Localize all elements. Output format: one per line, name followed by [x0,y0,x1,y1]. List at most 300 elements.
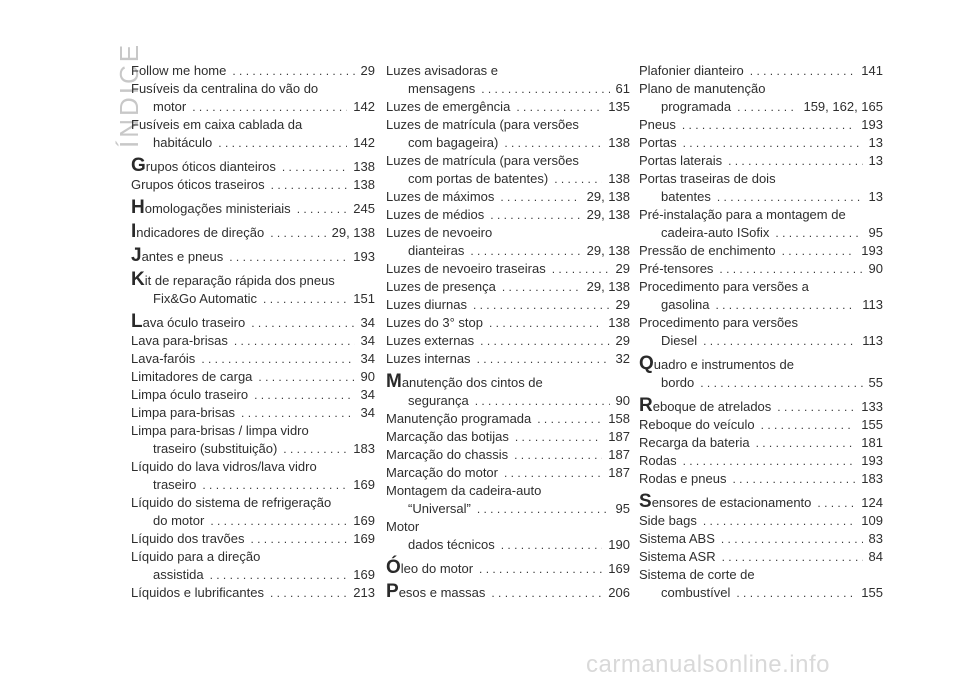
index-entry-text: Pré-instalação para a montagem de [639,207,846,222]
index-entry-line [386,482,630,500]
index-entry-line [639,470,883,488]
index-entry-page: 141 [861,63,883,78]
index-entry-line [639,566,883,584]
index-entry-text: Plafonier dianteiro [639,63,744,78]
index-entry-text: Montagem da cadeira-auto [386,483,542,498]
index-entry-line [639,548,883,566]
index-letter-initial: R [639,395,653,416]
index-entry-text: omologações ministeriais [144,201,291,216]
index-entry [386,332,630,350]
dot-leader [283,440,347,458]
dot-leader [737,98,797,116]
index-entry-line [386,98,630,116]
index-entry-text: Luzes de presença [386,279,496,294]
index-entry [639,492,883,512]
index-entry [639,512,883,530]
dot-leader [263,290,347,308]
dot-leader [282,158,347,176]
index-entry-line [386,500,630,518]
index-entry-line [386,224,630,242]
index-entry-page: 55 [868,375,883,390]
index-entry-page: 155 [861,585,883,600]
index-entry-text: Limpa óculo traseiro [131,387,249,402]
index-entry-text: Follow me home [131,63,227,78]
index-entry-page: 34 [360,315,375,330]
index-entry-line [639,170,883,188]
index-entry-line [386,206,630,224]
dot-leader [750,62,856,80]
index-entry-text: anutenção dos cintos de [401,375,543,390]
index-entry-text: motor [153,99,187,114]
index-entry-text: Marcação do motor [386,465,498,480]
dot-leader [479,560,602,578]
index-entry-line [386,134,630,152]
index-entry-line [639,416,883,434]
index-entry-text: Portas traseiras de dois [639,171,776,186]
index-entry-text: Luzes de matrícula (para versões [386,117,579,132]
index-entry [386,558,630,578]
index-entry-line [386,170,630,188]
index-entry-line [131,530,375,548]
index-entry-page: 34 [360,405,375,420]
index-entry [131,368,375,386]
index-entry-page: 193 [861,453,883,468]
index-entry-text: Luzes internas [386,351,471,366]
index-entry [386,518,630,554]
dot-leader [683,134,863,152]
index-entry-page: 29, 138 [331,225,375,240]
index-entry-page: 183 [353,441,375,456]
index-entry-line [639,512,883,530]
index-entry-text: it de reparação rápida dos pneus [144,273,335,288]
index-entry-text: Fix&Go Automatic [153,291,258,306]
index-letter-initial: G [131,155,146,176]
dot-leader [782,242,856,260]
index-entry-text: traseiro [153,477,197,492]
dot-leader [756,434,856,452]
index-entry-line [131,386,375,404]
index-entry-text: ava óculo traseiro [142,315,246,330]
index-entry-page: 90 [868,261,883,276]
index-entry [131,222,375,242]
index-entry-page: 83 [868,531,883,546]
index-entry-text: Líquido do sistema de refrigeração [131,495,332,510]
index-entry [386,278,630,296]
dot-leader [201,350,354,368]
dot-leader [728,152,862,170]
index-entry-text: “Universal” [408,501,471,516]
index-entry-text: Recarga da bateria [639,435,750,450]
index-column-1 [131,62,375,602]
dot-leader [232,62,354,80]
dot-leader [516,98,602,116]
index-entry [639,548,883,566]
index-entry-line [386,80,630,98]
index-entry [386,296,630,314]
section-title-text: ÍNDICE [114,41,144,148]
index-entry [131,270,375,308]
index-entry-line [131,156,375,176]
index-entry [386,188,630,206]
index-entry-text: Luzes do 3° stop [386,315,483,330]
index-entry-line [639,98,883,116]
dot-leader [241,404,354,422]
index-entry-page: 181 [861,435,883,450]
index-entry-text: Luzes avisadoras e [386,63,499,78]
index-entry-page: 138 [608,171,630,186]
index-entry [639,314,883,350]
dot-leader [210,566,348,584]
index-entry-line [639,452,883,470]
index-entry [639,116,883,134]
index-entry-line [131,512,375,530]
index-entry-text: Líquido dos travões [131,531,245,546]
index-letter-initial: M [386,371,402,392]
index-entry-page: 135 [608,99,630,114]
index-entry-line [131,422,375,440]
index-entry-line [131,98,375,116]
index-entry-line [131,458,375,476]
index-entry-page: 158 [608,411,630,426]
index-entry-page: 32 [615,351,630,366]
dot-leader [202,476,347,494]
dot-leader [715,296,856,314]
index-entry-text: Pré-tensores [639,261,714,276]
dot-leader [554,170,602,188]
index-entry-line [639,152,883,170]
index-entry [386,260,630,278]
dot-leader [480,332,609,350]
index-column-2 [386,62,630,602]
index-entry [386,314,630,332]
index-entry-page: 61 [615,81,630,96]
index-entry-text: Grupos óticos traseiros [131,177,265,192]
index-entry-page: 187 [608,447,630,462]
index-entry [639,354,883,392]
index-entry [131,156,375,176]
index-entry [386,152,630,188]
index-entry-text: habitáculo [153,135,213,150]
index-entry-text: Líquido do lava vidros/lava vidro [131,459,317,474]
index-entry-page: 190 [608,537,630,552]
index-letter-initial: P [386,581,399,602]
index-entry-line [131,440,375,458]
index-entry [639,566,883,602]
index-entry-page: 169 [353,567,375,582]
index-entry-line [386,558,630,578]
index-entry [131,62,375,80]
index-entry-line [131,134,375,152]
index-entry-page: 29 [615,333,630,348]
index-entry-line [386,116,630,134]
index-entry-line [639,116,883,134]
index-entry-text: Portas laterais [639,153,723,168]
index-entry [386,98,630,116]
index-letter-initial: I [131,221,137,242]
index-entry [639,396,883,416]
index-entry [639,134,883,152]
index-entry-text: eboque de atrelados [652,399,772,414]
dot-leader [501,536,603,554]
dot-leader [491,584,602,602]
index-entry-text: Motor [386,519,420,534]
index-entry-page: 113 [862,297,883,312]
index-entry-line [386,536,630,554]
index-entry-line [386,350,630,368]
index-entry-text: Reboque do veículo [639,417,755,432]
index-entry-line [131,290,375,308]
index-entry [639,434,883,452]
index-entry-line [639,260,883,278]
index-entry-line [639,354,883,374]
dot-leader [490,206,580,224]
dot-leader [682,116,855,134]
index-entry-text: Luzes de emergência [386,99,511,114]
index-entry [639,170,883,206]
dot-leader [234,332,355,350]
index-entry-line [131,332,375,350]
index-entry-page: 95 [868,225,883,240]
index-entry-line [639,134,883,152]
index-entry-line [131,368,375,386]
index-entry-page: 138 [353,177,375,192]
index-entry [386,464,630,482]
index-entry-page: 169 [608,561,630,576]
index-entry [131,332,375,350]
index-entry-line [639,374,883,392]
index-entry [131,494,375,530]
index-entry-line [131,350,375,368]
index-entry-page: 213 [353,585,375,600]
index-entry-text: rupos óticos dianteiros [145,159,276,174]
index-entry [639,416,883,434]
index-column-3 [639,62,883,602]
index-entry [131,422,375,458]
index-entry-page: 84 [868,549,883,564]
index-letter-initial: K [131,269,145,290]
index-entry-text: mensagens [408,81,476,96]
index-entry-text: Luzes de máximos [386,189,495,204]
dot-leader [473,296,610,314]
dot-leader [477,350,610,368]
index-entry-line [386,464,630,482]
index-entry [639,80,883,116]
dot-leader [218,134,347,152]
dot-leader [777,398,855,416]
index-entry-text: assistida [153,567,204,582]
index-entry-line [639,296,883,314]
index-entry-page: 34 [360,333,375,348]
index-entry-text: do motor [153,513,205,528]
dot-leader [722,548,863,566]
index-entry-text: Fusíveis em caixa cablada da [131,117,303,132]
index-entry-line [639,530,883,548]
index-letter-initial: S [639,491,652,512]
index-entry-line [386,518,630,536]
index-entry-line [639,434,883,452]
index-entry-text: dados técnicos [408,537,495,552]
dot-leader [271,176,348,194]
index-entry-line [131,222,375,242]
index-entry-page: 169 [353,477,375,492]
index-entry [386,350,630,368]
index-entry-line [639,492,883,512]
index-entry-text: Lava-faróis [131,351,196,366]
index-entry [131,350,375,368]
index-entry [639,530,883,548]
index-entry-text: Sistema ABS [639,531,715,546]
index-letter-initial: Ó [386,557,401,578]
dot-leader [489,314,602,332]
index-entry [386,224,630,260]
index-entry [386,428,630,446]
index-entry-text: Limpa para-brisas [131,405,236,420]
index-entry-text: programada [661,99,732,114]
index-entry-page: 90 [360,369,375,384]
index-entry [131,386,375,404]
index-entry-page: 138 [353,159,375,174]
index-entry-text: Lava para-brisas [131,333,228,348]
dot-leader [732,470,855,488]
index-entry-text: Sistema ASR [639,549,716,564]
section-title [82,40,144,150]
index-entry-page: 142 [353,99,375,114]
dot-leader [251,314,354,332]
index-entry [131,246,375,266]
dot-leader [717,188,863,206]
index-entry [639,278,883,314]
index-entry-page: 142 [353,135,375,150]
dot-leader [250,530,347,548]
dot-leader [504,464,602,482]
index-entry-text: Luzes externas [386,333,475,348]
index-entry-page: 193 [353,249,375,264]
index-entry-line [131,584,375,602]
index-entry-text: Líquido para a direção [131,549,261,564]
index-entry [131,458,375,494]
index-entry-page: 151 [353,291,375,306]
index-entry-text: Fusíveis da centralina do vão do [131,81,319,96]
index-entry-page: 13 [868,153,883,168]
index-entry-page: 109 [861,513,883,528]
index-entry-text: Luzes de matrícula (para versões [386,153,579,168]
index-entry-line [131,404,375,422]
index-entry-text: dianteiras [408,243,465,258]
index-entry-page: 187 [608,429,630,444]
index-entry-text: Manutenção programada [386,411,532,426]
index-letter-initial: L [131,311,143,332]
index-entry-page: 169 [353,531,375,546]
index-entry-line [386,410,630,428]
index-entry-text: Sistema de corte de [639,567,755,582]
index-entry-text: traseiro (substituição) [153,441,278,456]
dot-leader [721,530,863,548]
index-entry-line [386,428,630,446]
index-entry-text: Limpa para-brisas / limpa vidro [131,423,309,438]
index-entry-line [639,62,883,80]
index-entry-text: cadeira-auto ISofix [661,225,770,240]
index-entry-line [386,392,630,410]
index-entry [131,404,375,422]
index-entry-line [386,446,630,464]
index-entry-page: 95 [615,501,630,516]
index-entry-line [639,80,883,98]
dot-leader [537,410,602,428]
index-entry-text: Plano de manutenção [639,81,766,96]
dot-leader [552,260,610,278]
dot-leader [210,512,347,530]
index-entry-text: Diesel [661,333,698,348]
dot-leader [504,134,602,152]
index-entry [639,152,883,170]
index-entry [131,530,375,548]
index-entry-text: Luzes diurnas [386,297,467,312]
index-entry-line [639,278,883,296]
dot-leader [254,386,354,404]
index-entry-page: 155 [861,417,883,432]
index-entry-text: leo do motor [400,561,474,576]
index-entry-text: Marcação do chassis [386,447,509,462]
index-entry-page: 13 [868,135,883,150]
index-letter-initial: J [131,245,142,266]
index-entry [639,62,883,80]
index-entry-text: ndicadores de direção [136,225,265,240]
index-entry-line [386,62,630,80]
dot-leader [475,392,610,410]
index-entry-text: Side bags [639,513,697,528]
index-entry [639,206,883,242]
index-entry-page: 187 [608,465,630,480]
index-entry-line [639,396,883,416]
index-entry-page: 13 [868,189,883,204]
dot-leader [775,224,862,242]
index-entry-text: com bagageira) [408,135,499,150]
index-entry-text: uadro e instrumentos de [653,357,794,372]
index-entry [639,452,883,470]
index-entry-page: 34 [360,387,375,402]
index-entry-text: Rodas e pneus [639,471,727,486]
index-entry-line [131,548,375,566]
index-entry-text: Marcação das botijas [386,429,509,444]
index-entry-line [131,246,375,266]
index-entry-line [131,566,375,584]
dot-leader [258,368,354,386]
index-entry-page: 29, 138 [586,243,630,258]
index-entry [386,206,630,224]
index-entry-text: Luzes de médios [386,207,485,222]
index-entry [386,582,630,602]
index-entry-text: Limitadores de carga [131,369,253,384]
index-entry [639,242,883,260]
index-entry-line [386,278,630,296]
dot-leader [736,584,855,602]
index-entry-page: 29 [615,261,630,276]
index-entry [131,176,375,194]
index-entry [639,260,883,278]
index-entry-text: Pneus [639,117,676,132]
index-entry-text: segurança [408,393,469,408]
index-entry-page: 138 [608,315,630,330]
dot-leader [229,248,347,266]
dot-leader [270,584,347,602]
index-letter-initial: Q [639,353,654,374]
index-entry-text: ensores de estacionamento [651,495,812,510]
index-entry-text: Portas [639,135,677,150]
index-entry-text: batentes [661,189,711,204]
index-entry-text: Procedimento para versões [639,315,798,330]
dot-leader [817,494,855,512]
index-entry-page: 124 [861,495,883,510]
